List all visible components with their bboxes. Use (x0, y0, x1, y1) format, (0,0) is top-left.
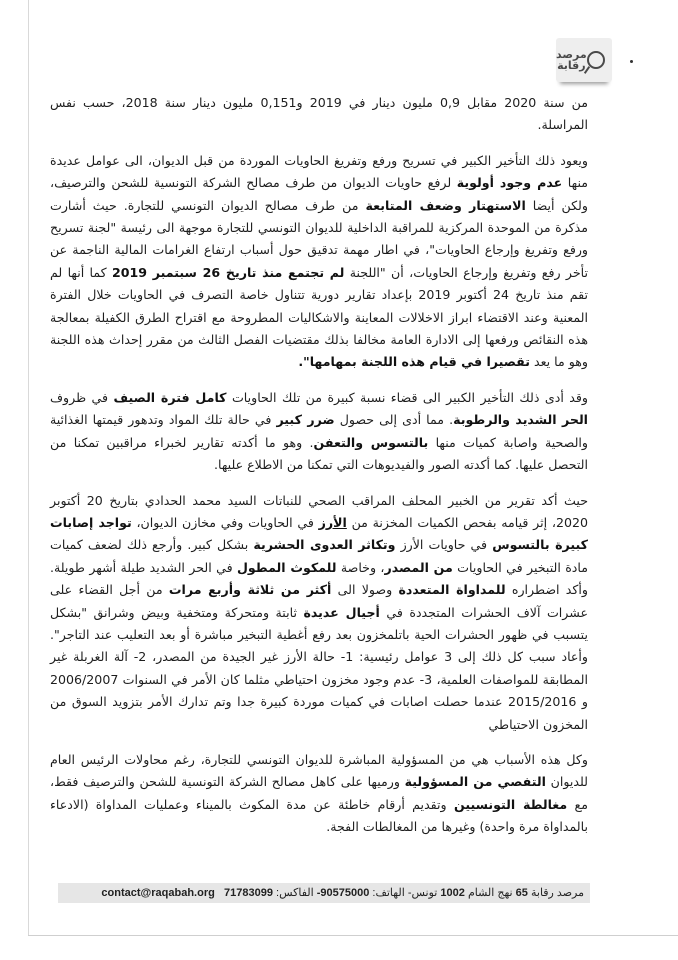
footer-phone: 90575000- (316, 887, 370, 899)
emphasis-text: بالتسوس والتعفن (313, 434, 429, 450)
footer-postal-code: 1002 (440, 887, 465, 899)
emphasis-text: الحر الشديد والرطوبة (453, 412, 588, 428)
emphasis-text: وتكاثر العدوى الحشرية (253, 537, 396, 553)
logo-text (556, 49, 587, 71)
logo-line-2: رقابة (557, 59, 586, 72)
emphasis-text: كامل فترة الصيف (113, 389, 227, 405)
emphasis-text: لم تجتمع منذ تاريخ 26 سبتمبر 2019 (112, 264, 345, 280)
scan-dot (630, 60, 633, 63)
footer-phone-label: الهاتف: (372, 887, 405, 899)
scan-edge-bottom (28, 935, 678, 936)
scan-edge-left (28, 0, 29, 935)
paragraph: وكل هذه الأسباب هي من المسؤولية المباشرة للديوان التونسي للتجارة، رغم محاولات الرئيس العام للديوان التفصي من المسؤولية ورميها على كاهل مصالح الشركة التونسية للشحن والترصيف فقط، مع مغالطة التونسيين وتقديم أرقام خاطئة عن مدة المكوث بالميناء وعمليات المداواة (الادعاء بالمداواة مرة واحدة) وغيرها من المغالطات الفجة. (50, 751, 589, 835)
footer-street: نهج الشام (467, 887, 513, 899)
logo-line-1: مرصد (556, 48, 587, 61)
emphasis-text: للمكوث المطول (236, 559, 337, 575)
emphasis-text: الاستهتار وضعف المتابعة (365, 197, 526, 213)
footer-street-number: 65 (515, 887, 528, 899)
footer-fax-label: الفاكس: (276, 887, 314, 899)
emphasis-text: التفصي من المسؤولية (404, 774, 546, 790)
emphasis-text: تقصيرا في قيام هذه اللجنة بمهامها". (298, 354, 530, 370)
emphasis-text: الأرز (318, 514, 347, 530)
footer-fax: 71783099 (224, 887, 273, 899)
footer-contact-bar (58, 883, 590, 903)
footer-email[interactable]: contact@raqabah.org (101, 887, 215, 899)
document-body (50, 92, 588, 852)
emphasis-text: من المصدر (384, 559, 453, 575)
footer-city: تونس- (407, 887, 438, 899)
raqabah-logo (556, 38, 612, 82)
emphasis-text: تواجد إصابات كبيرة بالتسوس (50, 514, 588, 553)
footer-org: مرصد رقابة (530, 887, 584, 899)
magnifier-icon (587, 51, 605, 69)
paragraph: وقد أدى ذلك التأخير الكبير الى قضاء نسبة كبيرة من تلك الحاويات كامل فترة الصيف في ظروف الحر الشديد والرطوبة. مما أدى إلى حصول ضرر كبير في حالة تلك المواد وتدهور قيمتها الغذائية والصحية واصابة كميات منها بالتسوس والتعفن. وهو ما أكدته تقارير لخبراء مراقبين تمكنا من التحصل عليها. كما أكدته الصور والفيديوهات التي تمكنا من الاطلاع عليها. (50, 389, 589, 473)
emphasis-text: مغالطة التونسيين (453, 796, 568, 812)
emphasis-text: أجيال عديدة (303, 604, 380, 620)
emphasis-text: للمداواة المتعددة (398, 582, 506, 598)
emphasis-text: ضرر كبير (276, 412, 335, 428)
paragraph: ويعود ذلك التأخير الكبير في تسريح ورفع وتفريغ الحاويات الموردة من قبل الديوان، الى عوامل عديدة منها عدم وجود أولوية لرفع حاويات الديوان من طرف مصالح الشركة التونسية للشحن والترصيف، ولكن أيضا الاستهتار وضعف المتابعة من طرف مصالح الديوان التونسي للتجارة. حيث أشارت مذكرة من الموحدة المركزية للمراقبة الداخلية للديوان التونسي للتجارة موجهة الى رئيسة "لجنة تسريح ورفع وتفريغ وإرجاع الحاويات"، في اطار مهمة تدقيق حول أسباب ارتفاع الغرامات المالية الناجمة عن تأخر رفع وتفريغ وإرجاع الحاويات، أن "اللجنة لم تجتمع منذ تاريخ 26 سبتمبر 2019 كما أنها لم تقم منذ تاريخ 24 أكتوبر 2019 بإعداد تقارير دورية تتناول خاصة التصرف في الحاويات خلال الفترة المعنية وعند الاقتضاء ابراز الاخلالات المعاينة والاشكاليات المطروحة مع اقتراح الطرق الكفيلة بمعالجة هذه النقائص ورفعها إلى الادارة العامة مخالفا بذلك مقتضيات الفصل الثالث من مقرر إحداث هذه اللجنة وهو ما يعد تقصيرا في قيام هذه اللجنة بمهامها". (50, 152, 589, 370)
paragraph: حيث أكد تقرير من الخبير المحلف المراقب الصحي للنباتات السيد محمد الحدادي بتاريخ 20 أكتوبر 2020، إثر قيامه بفحص الكميات المخزنة من الأرز في الحاويات وفي مخازن الديوان، تواجد إصابات كبيرة بالتسوس في حاويات الأرز وتكاثر العدوى الحشرية بشكل كبير. وأرجع ذلك لضعف كميات مادة التبخير في الحاويات من المصدر، وخاصة للمكوث المطول في الحر الشديد طيلة أشهر طويلة. وأكد اضطراره للمداواة المتعددة وصولا الى أكثر من ثلاثة وأربع مرات من أجل القضاء على عشرات آلاف الحشرات المتجددة في أجيال عديدة ثابتة ومتحركة ومتخفية وبيض وشرانق "بشكل يتسبب في ظهور الحشرات الحية باتلمخزون بعد رفع أغطية التبخير مباشرة أو بعد التعليب عند التاجر". وأعاد سبب كل ذلك إلى 3 عوامل رئيسية: 1- حالة الأرز غير الجيدة من المصدر، 2- آلة الغربلة غير المطابقة للمواصفات العلمية، 3- عدم وجود مخزون احتياطي مثلما كان الأمر في السنوات 2006/2007 و 2015/2016 عندما حصلت اصابات في كميات موردة كبيرة جدا وتم تدارك الأمر بتزويد السوق من المخزون الاحتياطي (50, 492, 589, 732)
emphasis-text: أكثر من ثلاثة وأربع مرات (168, 582, 332, 598)
paragraph: من سنة 2020 مقابل 0,9 مليون دينار في 2019 و0,151 مليون دينار سنة 2018، حسب نفس المراسلة. (50, 95, 588, 133)
emphasis-text: عدم وجود أولوية (456, 175, 563, 191)
